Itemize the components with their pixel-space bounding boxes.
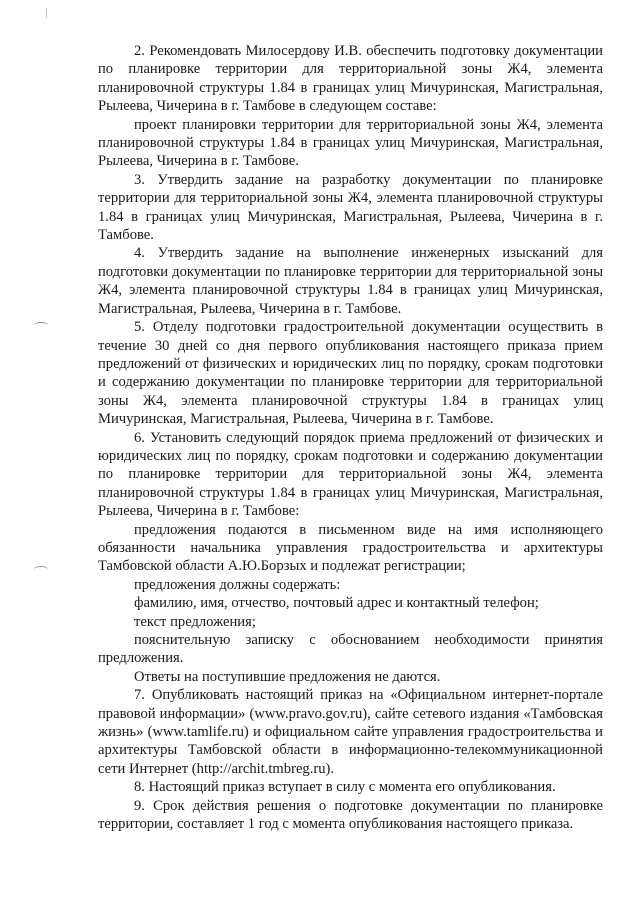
paragraph-8: 8. Настоящий приказ вступает в силу с момента его опубликования. (134, 779, 556, 796)
paragraph-9: 9. Срок действия решения о подготовке документации по планировке территории, составляет 1 год с момента опубликования настоящего приказа. (98, 797, 603, 833)
paragraph-6-item-submission: предложения подаются в письменном виде на имя исполняющего обязанности начальника управления градостроительства и архитектуры Тамбовской области А.Ю.Борзых и подлежат регистрации; (98, 521, 603, 575)
margin-mark-top (34, 322, 48, 329)
paragraph-6-answers: Ответы на поступившие предложения не даются. (134, 668, 441, 685)
margin-mark-bottom (34, 566, 48, 573)
paragraph-6-item-contents: предложения должны содержать: (134, 576, 341, 593)
document-body (98, 42, 603, 833)
paragraph-3: 3. Утвердить задание на разработку документации по планировке территории для территориальной зоны Ж4, элемента планировочной структуры 1.84 в границах улиц Мичуринская, Магистральная, Рылеева, Чичерина в г. Тамбове. (98, 171, 603, 244)
paragraph-5: 5. Отделу подготовки градостроительной документации осуществить в течение 30 дней со дня первого опубликования настоящего приказа прием предложений от физических и юридических лиц по порядку, срокам подготовки и содержанию документации по планировке территории для территориальной зоны Ж4, элемента планировочной структуры 1.84 в границах улиц Мичуринская, Магистральная, Рылеева, Чичерина в г. Тамбове. (98, 319, 603, 428)
paragraph-6-item-name: фамилию, имя, отчество, почтовый адрес и контактный телефон; (134, 595, 539, 612)
binding-tick (46, 8, 47, 18)
paragraph-6: 6. Установить следующий порядок приема предложений от физических и юридических лиц по порядку, срокам подготовки и содержанию документации по планировке территории для территориальной зоны Ж4, элемента планировочной структуры 1.84 в границах улиц Мичуринская, Магистральная, Рылеева, Чичерина в г. Тамбове: (98, 429, 603, 520)
paragraph-6-item-text: текст предложения; (134, 613, 256, 630)
paragraph-4: 4. Утвердить задание на выполнение инженерных изысканий для подготовки документации по планировке территории для территориальной зоны Ж4, элемента планировочной структуры 1.84 в границах улиц Мичуринская, Магистральная, Рылеева, Чичерина в г. Тамбове. (98, 245, 603, 317)
paragraph-2: 2. Рекомендовать Милосердову И.В. обеспечить подготовку документации по планировке территории для территориальной зоны Ж4, элемента планировочной структуры 1.84 в границах улиц Мичуринская, Магистральная, Рылеева, Чичерина в г. Тамбове в следующем составе: (98, 43, 603, 115)
paragraph-2-item: проект планировки территории для территориальной зоны Ж4, элемента планировочной структуры 1.84 в границах улиц Мичуринская, Магистральная, Рылеева, Чичерина в г. Тамбове. (98, 116, 603, 170)
paragraph-6-item-note: пояснительную записку с обоснованием необходимости принятия предложения. (98, 632, 603, 667)
paragraph-7: 7. Опубликовать настоящий приказ на «Официальном интернет-портале правовой информации» (www.pravo.gov.ru), сайте сетевого издания «Тамбовская жизнь» (www.tamlife.ru) и официальном сайте управления градостроительства и архитектуры Тамбовской области в информационно-телекоммуникационной сети Интернет (http://archit.tmbreg.ru). (98, 687, 603, 777)
